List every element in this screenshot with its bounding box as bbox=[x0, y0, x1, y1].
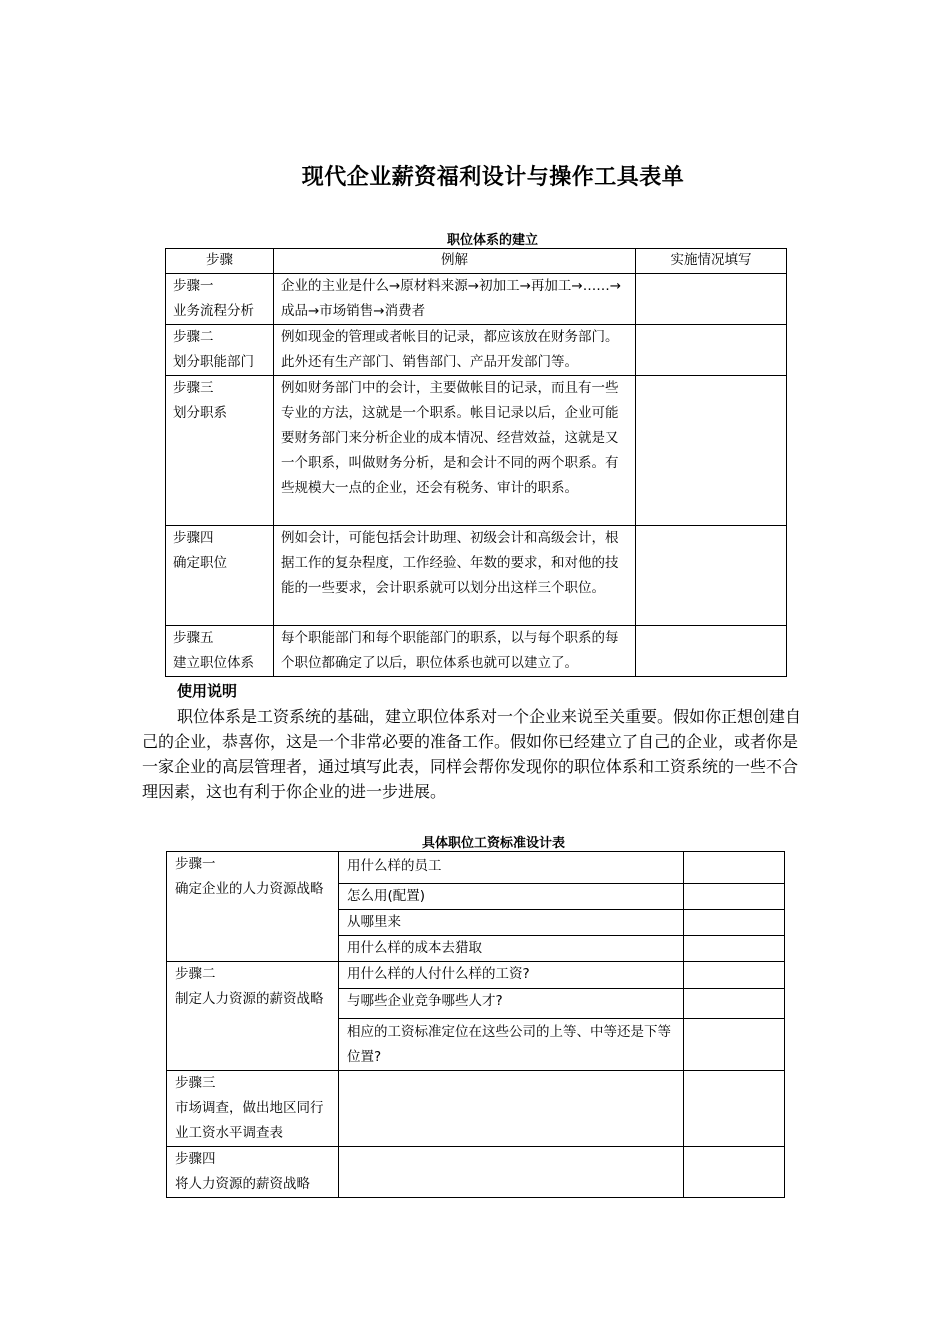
table-row bbox=[166, 526, 787, 626]
usage-text: 职位体系是工资系统的基础，建立职位体系对一个企业来说至关重要。假如你正想创建自己的企业，恭喜你，这是一个非常必要的准备工作。假如你已经建立了自己的企业，或者你是一家企业的高层管理者，通过填写此表，同样会帮你发现你的职位体系和工资系统的一些不合理因素，这也有利于你企业的进一步进展。 bbox=[142, 707, 802, 801]
question-cell: 相应的工资标准定位在这些公司的上等、中等还是下等位置? bbox=[339, 1019, 684, 1071]
fill-cell[interactable] bbox=[684, 1019, 785, 1071]
fill-cell[interactable] bbox=[684, 1147, 785, 1198]
table2-caption: 具体职位工资标准设计表 bbox=[421, 836, 565, 851]
fill-cell[interactable] bbox=[636, 274, 787, 325]
table-row bbox=[166, 376, 787, 526]
example-text: 企业的主业是什么→原材料来源→初加工→再加工→……→成品→市场销售→消费者 bbox=[274, 274, 636, 325]
table-row bbox=[167, 1147, 785, 1198]
example-text: 例如会计，可能包括会计助理、初级会计和高级会计，根据工作的复杂程度，工作经验、年数的要求，和对他的技能的一些要求，会计职系就可以划分出这样三个职位。 bbox=[274, 526, 636, 626]
step-name: 划分职能部门 bbox=[173, 354, 254, 370]
fill-cell[interactable] bbox=[684, 962, 785, 989]
step-name: 业务流程分析 bbox=[173, 303, 254, 319]
question-cell: 用什么样的成本去猎取 bbox=[339, 936, 684, 962]
fill-cell[interactable] bbox=[684, 1071, 785, 1147]
table-row bbox=[167, 852, 785, 884]
step-name: 确定企业的人力资源战略 bbox=[175, 881, 324, 897]
step-label: 步骤一 bbox=[175, 856, 216, 872]
job-system-table bbox=[165, 248, 787, 677]
table-row bbox=[166, 325, 787, 376]
page-title: 现代企业薪资福利设计与操作工具表单 bbox=[301, 165, 685, 190]
table-row bbox=[166, 274, 787, 325]
fill-cell[interactable] bbox=[636, 526, 787, 626]
question-cell: 用什么样的人付什么样的工资? bbox=[339, 962, 684, 989]
step-label: 步骤四 bbox=[173, 530, 214, 546]
answer-cell[interactable] bbox=[339, 1071, 684, 1147]
step-label: 步骤一 bbox=[173, 278, 214, 294]
table-row bbox=[167, 1071, 785, 1147]
question-cell: 用什么样的员工 bbox=[339, 852, 684, 884]
table1-caption: 职位体系的建立 bbox=[446, 233, 538, 248]
fill-cell[interactable] bbox=[636, 376, 787, 526]
example-text: 例如现金的管理或者帐目的记录，都应该放在财务部门。此外还有生产部门、销售部门、产品开发部门等。 bbox=[274, 325, 636, 376]
example-text: 每个职能部门和每个职能部门的职系，以与每个职系的每个职位都确定了以后，职位体系也就可以建立了。 bbox=[274, 626, 636, 677]
header-fill: 实施情况填写 bbox=[636, 249, 787, 274]
example-text: 例如财务部门中的会计，主要做帐目的记录，而且有一些专业的方法，这就是一个职系。帐目记录以后，企业可能要财务部门来分析企业的成本情况、经营效益，这就是又一个职系，叫做财务分析，是和会计不同的两个职系。有些规模大一点的企业，还会有税务、审计的职系。 bbox=[274, 376, 636, 526]
question-cell: 从哪里来 bbox=[339, 910, 684, 936]
question-cell: 怎么用(配置) bbox=[339, 884, 684, 910]
fill-cell[interactable] bbox=[636, 325, 787, 376]
step-name: 市场调查，做出地区同行业工资水平调查表 bbox=[175, 1100, 324, 1141]
step-name: 制定人力资源的薪资战略 bbox=[175, 991, 324, 1007]
step-name: 将人力资源的薪资战略 bbox=[175, 1176, 310, 1192]
header-example: 例解 bbox=[274, 249, 636, 274]
step-name: 确定职位 bbox=[173, 555, 227, 571]
step-label: 步骤五 bbox=[173, 630, 214, 646]
fill-cell[interactable] bbox=[684, 989, 785, 1019]
fill-cell[interactable] bbox=[684, 884, 785, 910]
fill-cell[interactable] bbox=[684, 936, 785, 962]
step-label: 步骤三 bbox=[173, 380, 214, 396]
header-step: 步骤 bbox=[166, 249, 274, 274]
step-label: 步骤二 bbox=[173, 329, 214, 345]
step-label: 步骤二 bbox=[175, 966, 216, 982]
table-row bbox=[167, 962, 785, 989]
fill-cell[interactable] bbox=[636, 626, 787, 677]
salary-standard-table bbox=[166, 851, 785, 1198]
step-label: 步骤三 bbox=[175, 1075, 216, 1091]
fill-cell[interactable] bbox=[684, 852, 785, 884]
question-cell: 与哪些企业竞争哪些人才? bbox=[339, 989, 684, 1019]
usage-heading: 使用说明 bbox=[177, 682, 238, 700]
answer-cell[interactable] bbox=[339, 1147, 684, 1198]
table-row bbox=[166, 626, 787, 677]
step-label: 步骤四 bbox=[175, 1151, 216, 1167]
step-name: 建立职位体系 bbox=[173, 655, 254, 671]
step-name: 划分职系 bbox=[173, 405, 227, 421]
fill-cell[interactable] bbox=[684, 910, 785, 936]
